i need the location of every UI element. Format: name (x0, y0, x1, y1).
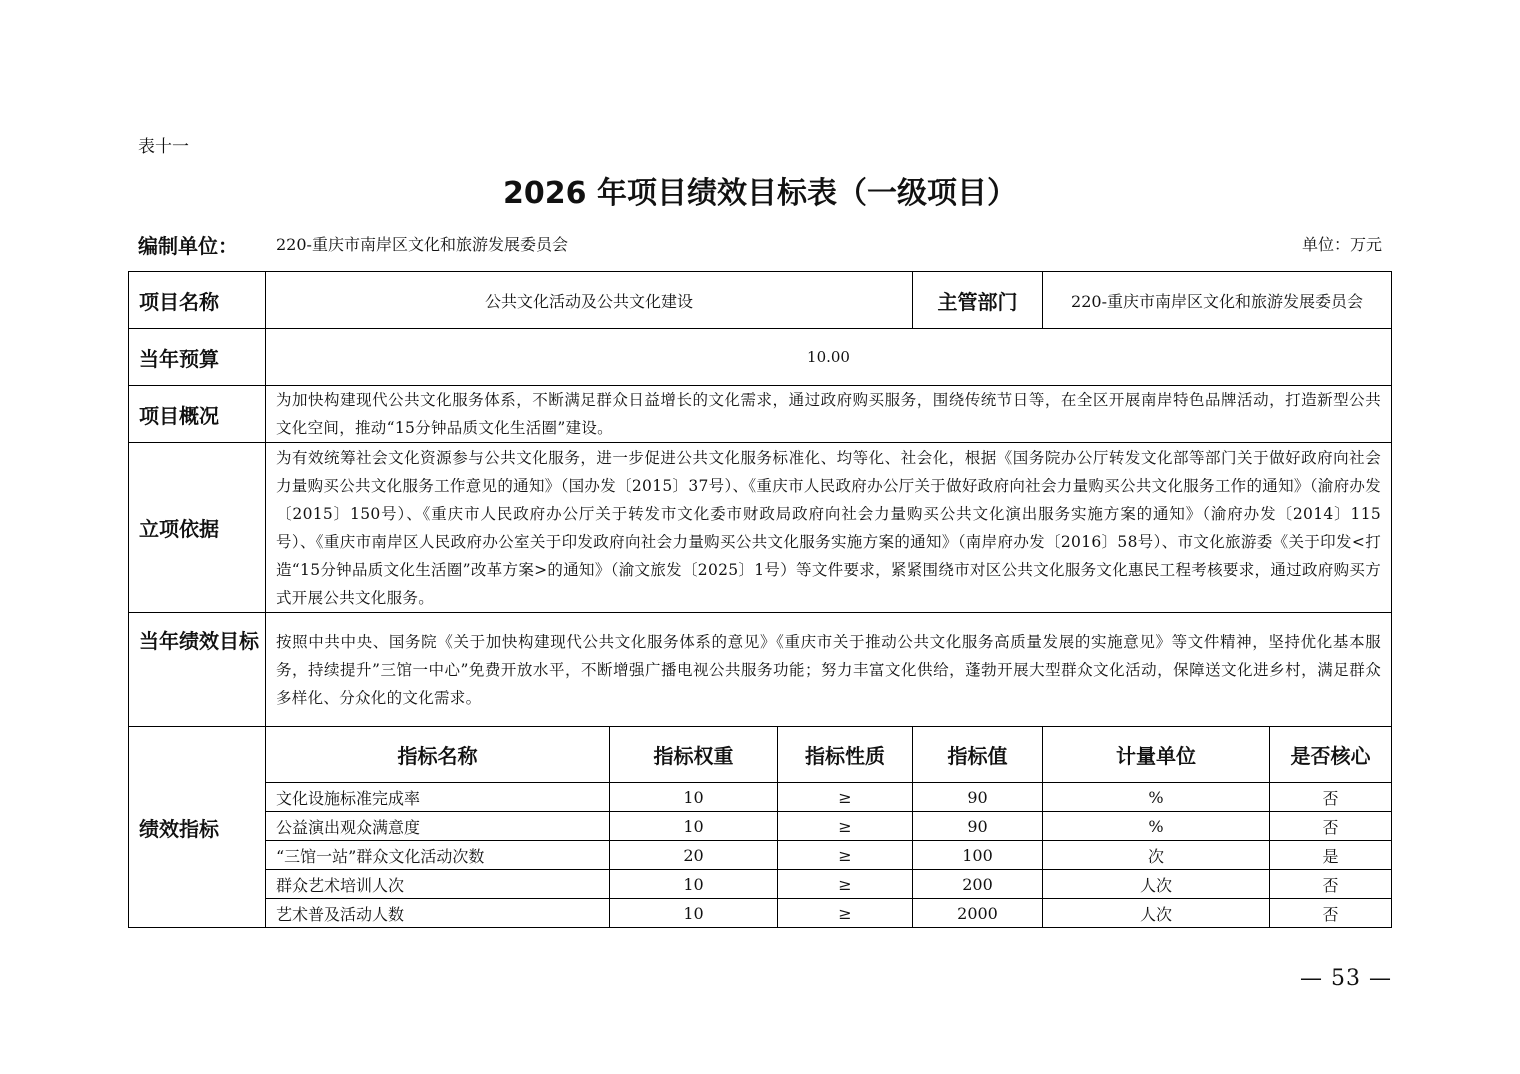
row-basis (129, 443, 1392, 613)
table-row (129, 870, 1392, 899)
basis-label: 立项依据 (129, 443, 266, 613)
indicator-weight: 10 (610, 899, 778, 928)
indicators-label: 绩效指标 (129, 727, 266, 928)
table-row (129, 841, 1392, 870)
table-row (129, 899, 1392, 928)
indicator-nature: ≥ (778, 841, 913, 870)
row-budget (129, 329, 1392, 386)
indicator-nature: ≥ (778, 899, 913, 928)
indicator-name: “三馆一站”群众文化活动次数 (266, 841, 610, 870)
row-goal (129, 613, 1392, 727)
indicator-core: 是 (1270, 841, 1392, 870)
basis-text: 为有效统筹社会文化资源参与公共文化服务，进一步促进公共文化服务标准化、均等化、社会化，根据《国务院办公厅转发文化部等部门关于做好政府向社会力量购买公共文化服务工作意见的通知》（国办发〔2015〕37号）、《重庆市人民政府办公厅关于做好政府向社会力量购买公共文化服务工作的通知》（渝府办发〔2015〕150号）、《重庆市人民政府办公厅关于转发市文化委市财政局政府向社会力量购买公共文化演出服务实施方案的通知》（渝府办发〔2014〕115号）、《重庆市南岸区人民政府办公室关于印发政府向社会力量购买公共文化服务实施方案的通知》（南岸府办发〔2016〕58号）、市文化旅游委《关于印发<打造“15分钟品质文化生活圈”改革方案>的通知》（渝文旅发〔2025〕1号）等文件要求，紧紧围绕市对区公共文化服务文化惠民工程考核要求，通过政府购买方式开展公共文化服务。 (266, 443, 1392, 613)
project-name-value: 公共文化活动及公共文化建设 (266, 272, 913, 329)
budget-label: 当年预算 (129, 329, 266, 386)
indicator-unit: 次 (1043, 841, 1270, 870)
indicator-value: 90 (913, 783, 1043, 812)
table-row (129, 783, 1392, 812)
indicator-core: 否 (1270, 812, 1392, 841)
indicator-core: 否 (1270, 870, 1392, 899)
header-core: 是否核心 (1270, 727, 1392, 783)
indicator-value: 90 (913, 812, 1043, 841)
indicator-name: 艺术普及活动人数 (266, 899, 610, 928)
dept-value: 220-重庆市南岸区文化和旅游发展委员会 (1043, 272, 1392, 329)
indicator-nature: ≥ (778, 783, 913, 812)
indicator-unit: 人次 (1043, 899, 1270, 928)
budget-value: 10.00 (266, 329, 1392, 386)
row-overview (129, 386, 1392, 443)
goal-text: 按照中共中央、国务院《关于加快构建现代公共文化服务体系的意见》《重庆市关于推动公共文化服务高质量发展的实施意见》等文件精神，坚持优化基本服务，持续提升”三馆一中心”免费开放水平，不断增强广播电视公共服务功能；努力丰富文化供给，蓬勃开展大型群众文化活动，保障送文化进乡村，满足群众多样化、分众化的文化需求。 (266, 613, 1392, 727)
indicator-nature: ≥ (778, 870, 913, 899)
indicator-value: 2000 (913, 899, 1043, 928)
indicator-value: 200 (913, 870, 1043, 899)
indicator-weight: 10 (610, 812, 778, 841)
page-number: — 53 — (1300, 966, 1392, 991)
indicator-weight: 20 (610, 841, 778, 870)
indicator-name: 群众艺术培训人次 (266, 870, 610, 899)
header-unit: 计量单位 (1043, 727, 1270, 783)
table-row (129, 812, 1392, 841)
overview-text: 为加快构建现代公共文化服务体系，不断满足群众日益增长的文化需求，通过政府购买服务，围绕传统节日等，在全区开展南岸特色品牌活动，打造新型公共文化空间，推动“15分钟品质文化生活圈”建设。 (266, 386, 1392, 443)
project-name-label: 项目名称 (129, 272, 266, 329)
table-number: 表十一 (138, 137, 189, 157)
row-indicator-header (129, 727, 1392, 783)
indicator-weight: 10 (610, 870, 778, 899)
indicator-value: 100 (913, 841, 1043, 870)
meta-row (138, 230, 1382, 256)
header-name: 指标名称 (266, 727, 610, 783)
indicator-nature: ≥ (778, 812, 913, 841)
performance-table (128, 271, 1392, 928)
header-weight: 指标权重 (610, 727, 778, 783)
row-project-name (129, 272, 1392, 329)
org-value: 220-重庆市南岸区文化和旅游发展委员会 (276, 235, 568, 254)
indicator-unit: % (1043, 812, 1270, 841)
indicator-core: 否 (1270, 899, 1392, 928)
goal-label: 当年绩效目标 (129, 613, 266, 727)
page-title: 2026 年项目绩效目标表（一级项目） (503, 176, 1017, 211)
indicator-weight: 10 (610, 783, 778, 812)
header-value: 指标值 (913, 727, 1043, 783)
org-label: 编制单位： (138, 234, 238, 258)
dept-label: 主管部门 (913, 272, 1043, 329)
indicator-unit: 人次 (1043, 870, 1270, 899)
overview-label: 项目概况 (129, 386, 266, 443)
indicator-unit: % (1043, 783, 1270, 812)
indicator-core: 否 (1270, 783, 1392, 812)
indicator-name: 文化设施标准完成率 (266, 783, 610, 812)
unit-label: 单位：万元 (1301, 235, 1382, 254)
header-nature: 指标性质 (778, 727, 913, 783)
indicator-name: 公益演出观众满意度 (266, 812, 610, 841)
